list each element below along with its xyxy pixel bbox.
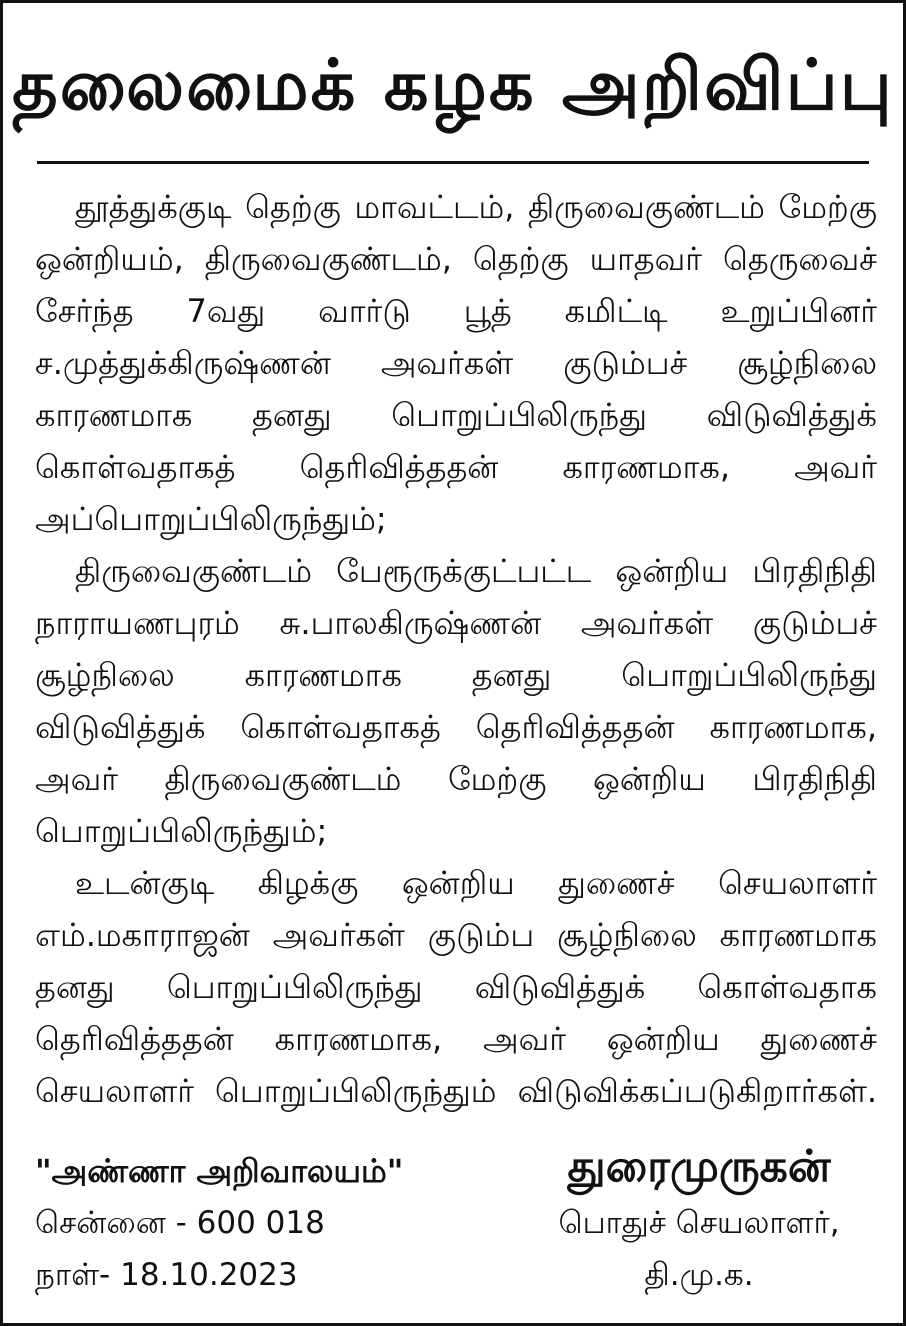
party-name: தி.மு.க. xyxy=(644,1257,754,1293)
para-1-line: உறுப்பினர் ச.முத்துக்கிருஷ்ணன் அவர்கள் xyxy=(35,292,877,382)
para-2-line: நிதி நாராயணபுரம் சு.பாலகிருஷ்ணன் அவர்கள் xyxy=(35,552,877,642)
office-city: சென்னை - 600 018 xyxy=(35,1205,325,1241)
signatory-block xyxy=(529,1137,869,1301)
para-2-line: காரணமாக, அவர் திருவைகுண்டம் மேற்கு xyxy=(35,708,878,798)
para-1-line: குடும்பச் சூழ்நிலை காரணமாக தனது பொறுப்பி xyxy=(35,344,878,434)
para-1-line: மேற்கு ஒன்றியம், திருவைகுண்டம், தெற்கு xyxy=(35,188,878,278)
para-3-line: மாக தனது பொறுப்பிலிருந்து விடுவித்துக் xyxy=(35,916,877,1006)
para-1-line: லிருந்து விடுவித்துக் கொள்வதாகத் தெரிவித்ததன் xyxy=(35,396,878,486)
para-1-line: யாதவர் தெருவைச் சேர்ந்த 7வது வார்டு பூத் கமிட்டி xyxy=(35,240,878,330)
para-1-line: தூத்துக்குடி தெற்கு மாவட்டம், திருவைகுண்டம் xyxy=(75,188,765,226)
para-3-line: விடுவிக்கப்படுகிறார்கள். xyxy=(517,1072,878,1110)
signatory-designation: பொதுச் செயலாளர், xyxy=(558,1205,840,1241)
para-3-line: ஒன்றிய துணைச் செயலாளர் பொறுப்பிலிருந்தும் xyxy=(35,1020,878,1110)
issuing-office-block xyxy=(35,1145,403,1301)
para-2-line: ஒன்றிய பிரதிநிதி பொறுப்பிலிருந்தும்; xyxy=(35,760,878,850)
para-2-line: லிருந்து விடுவித்துக் கொள்வதாகத் தெரிவித்ததன் xyxy=(35,656,877,746)
notice-title: தலைமைக் கழக அறிவிப்பு xyxy=(12,44,894,126)
signatory-name: துரைமுருகன் xyxy=(567,1141,831,1192)
title-divider xyxy=(37,161,869,164)
office-name: "அண்ணா அறிவாலயம்" xyxy=(35,1152,404,1190)
para-2-line: குடும்பச் சூழ்நிலை காரணமாக தனது பொறுப்பி xyxy=(35,604,878,694)
notice-body xyxy=(35,181,877,1117)
notice-date: நாள்- 18.10.2023 xyxy=(35,1257,298,1293)
para-3-line: கொள்வதாக தெரிவித்ததன் காரணமாக, அவர் xyxy=(35,968,878,1058)
para-3-line: உடன்குடி கிழக்கு ஒன்றிய துணைச் செயலாளர் xyxy=(75,864,877,902)
para-1-line: காரணமாக, அவர் அப்பொறுப்பிலிருந்தும்; xyxy=(35,448,877,538)
para-3-line: எம்.மகாராஜன் அவர்கள் குடும்ப சூழ்நிலை காரண xyxy=(35,916,815,954)
paragraph-3 xyxy=(35,857,877,1117)
para-2-line: திருவைகுண்டம் பேரூருக்குட்பட்ட ஒன்றிய பிரதி xyxy=(75,552,825,590)
paragraph-2 xyxy=(35,545,877,857)
paragraph-1 xyxy=(35,181,877,545)
